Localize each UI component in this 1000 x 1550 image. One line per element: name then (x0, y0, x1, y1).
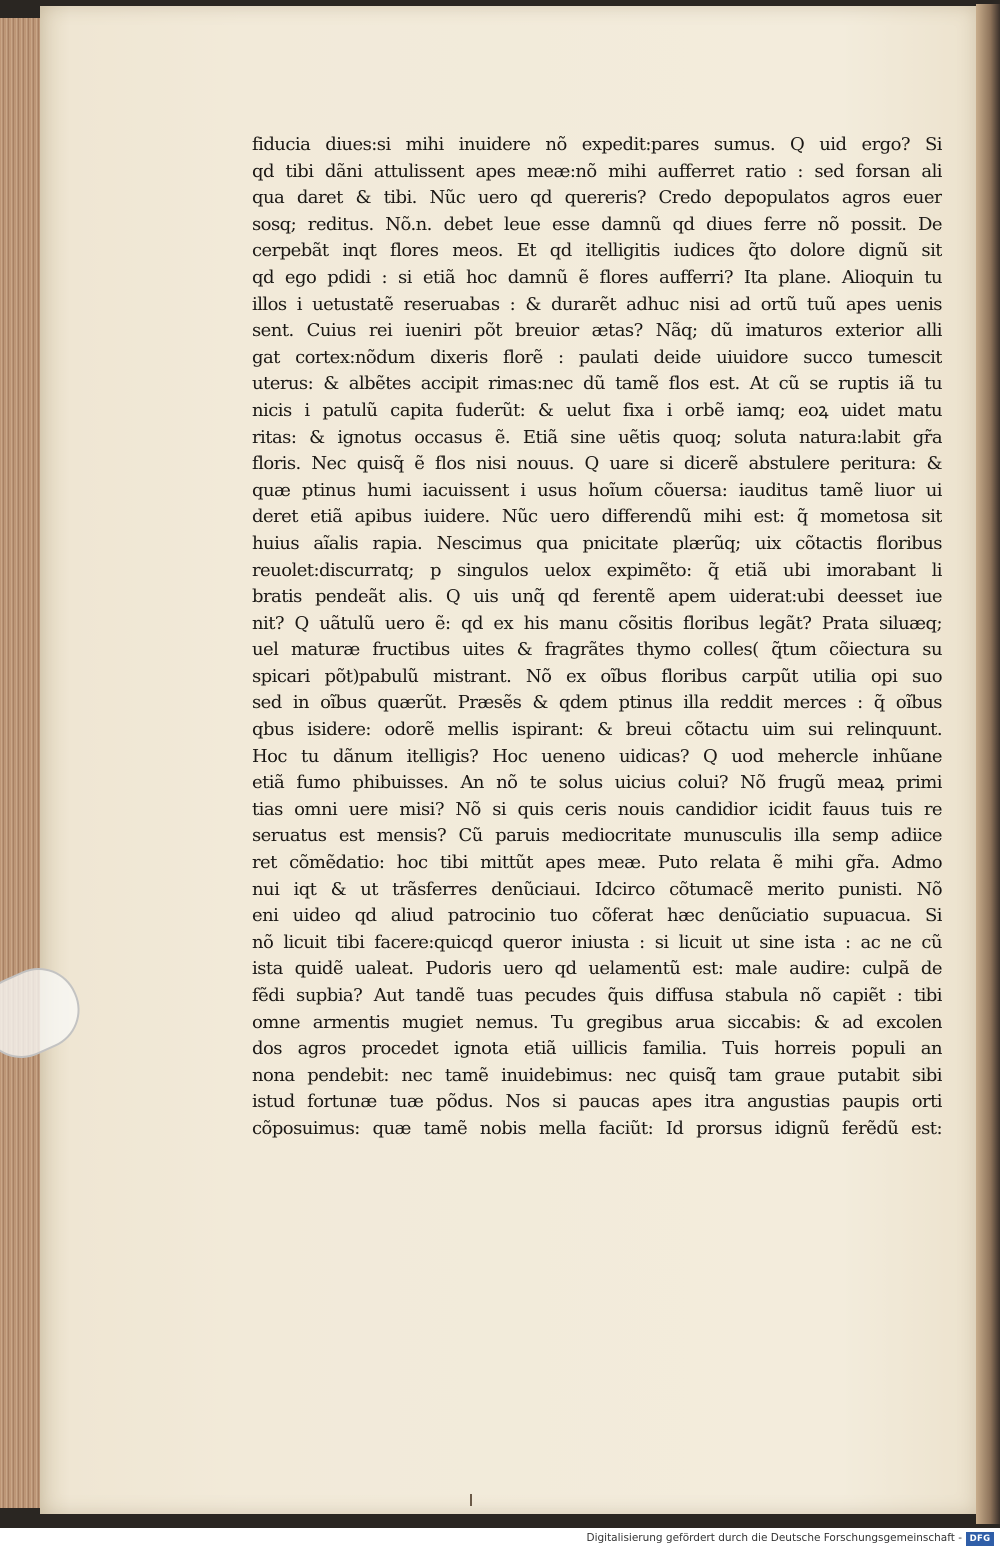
text-line: spicari põt)pabulũ mistrant. Nõ ex oĩbus floribus carpũt utilia opi suo (252, 665, 942, 687)
text-line: uterus: & albẽtes accipit rimas:nec dũ tamẽ flos est. At cũ se ruptis iã tu (252, 373, 942, 395)
text-line: nõ licuit tibi facere:quicqd queror iniusta : si licuit ut sine ista : ac ne cũ (252, 931, 942, 953)
text-line: cõposuimus: quæ tamẽ nobis mella faciũt: Id prorsus idignũ ferẽdũ est: (252, 1117, 942, 1139)
text-line: dos agros procedet ignota etiã uillicis familia. Tuis horreis populi an (252, 1038, 942, 1060)
text-line: quæ ptinus humi iacuissent i usus hoĩum cõuersa: iauditus tamẽ liuor ui (252, 479, 942, 501)
text-line: nit? Q uãtulũ uero ẽ: qd ex his manu cõsitis floribus legãt? Prata siluæq; (252, 612, 942, 634)
dfg-logo-icon: DFG (966, 1532, 994, 1546)
text-line: omne armentis mugiet nemus. Tu gregibus arua siccabis: & ad excolen (252, 1011, 942, 1033)
text-line: istud fortunæ tuæ põdus. Nos si paucas apes itra angustias paupis orti (252, 1091, 942, 1113)
ink-mark (470, 1494, 472, 1506)
text-line: sed in oĩbus quærũt. Præsẽs & qdem ptinus illa reddit merces : q̃ oĩbus (252, 692, 942, 714)
text-line: sosq; reditus. Nõ.n. debet leue esse damnũ qd diues ferre nõ possit. De (252, 213, 942, 235)
text-line: cerpebãt inqt flores meos. Et qd itelligitis iudices q̃to dolore dignũ sit (252, 240, 942, 262)
page-edges-left (0, 18, 43, 1508)
text-line: qbus isidere: odorẽ mellis ispirant: & breui cõtactu uim sui relinquunt. (252, 719, 942, 741)
text-line: nui iqt & ut trãsferres denũciaui. Idcirco cõtumacẽ merito punisti. Nõ (252, 878, 942, 900)
text-line: ista quidẽ ualeat. Pudoris uero qd uelamentũ est: male audire: culpã de (252, 958, 942, 980)
text-line: bratis pendeãt alis. Q uis unq̃ qd ferentẽ apem uiderat:ubi deesset iue (252, 586, 942, 608)
text-line: reuolet:discurratq; p singulos uelox expimẽto: q̃ etiã ubi imorabant li (252, 559, 942, 581)
page-edge-right (976, 4, 1000, 1524)
text-line: qd tibi dãni attulissent apes meæ:nõ mihi aufferret ratio : sed forsan ali (252, 160, 942, 182)
text-line: tias omni uere misi? Nõ si quis ceris nouis candidior icidit fauus tuis re (252, 798, 942, 820)
text-line: fiducia diues:si mihi inuidere nõ expedit:pares sumus. Q uid ergo? Si (252, 134, 942, 155)
text-line: Hoc tu dãnum itelligis? Hoc ueneno uidicas? Q uod mehercle inhũane (252, 745, 942, 767)
text-line: sent. Cuius rei iueniri põt breuior ætas? Nãq; dũ imaturos exterior alli (252, 320, 942, 342)
footer-bar (0, 1528, 1000, 1550)
text-line: qd ego pdidi : si etiã hoc damnũ ẽ flores aufferri? Ita plane. Alioquin tu (252, 266, 942, 288)
text-line: huius aĩalis rapia. Nescimus qua pnicitate plærũq; uix cõtactis floribus (252, 532, 942, 554)
text-line: floris. Nec quisq̃ ẽ flos nisi nouus. Q uare si dicerẽ abstulere peritura: & (252, 453, 942, 475)
funding-credit: Digitalisierung gefördert durch die Deutsche Forschungsgemeinschaft - (586, 1532, 962, 1544)
text-line: fẽdi supbia? Aut tandẽ tuas pecudes q̃uis diffusa stabula nõ capiẽt : tibi (252, 985, 942, 1006)
text-line: qua daret & tibi. Nũc uero qd quereris? Credo depopulatos agros euer (252, 187, 942, 209)
text-line: ret cõmẽdatio: hoc tibi mittũt apes meæ. Puto relata ẽ mihi gr̃a. Admo (252, 852, 942, 874)
book-page (40, 6, 976, 1514)
text-line: eni uideo qd aliud patrocinio tuo cõferat hæc denũciatio supuacua. Si (252, 905, 942, 927)
text-line: etiã fumo phibuisses. An nõ te solus uicius colui? Nõ frugũ meaꝝ primi (252, 772, 942, 794)
text-line: seruatus est mensis? Cũ paruis mediocritate munusculis illa semp adiice (252, 825, 942, 847)
text-line: gat cortex:nõdum dixeris florẽ : paulati deide uiuidore succo tumescit (252, 346, 942, 368)
text-block (252, 132, 942, 1143)
text-line: illos i uetustatẽ reseruabas : & durarẽt adhuc nisi ad ortũ tuũ apes uenis (252, 293, 942, 315)
text-line: deret etiã apibus iuidere. Nũc uero differendũ mihi est: q̃ mometosa sit (252, 506, 942, 528)
text-line: nona pendebit: nec tamẽ inuidebimus: nec quisq̃ tam graue putabit sibi (252, 1064, 942, 1086)
text-line: ritas: & ignotus occasus ẽ. Etiã sine uẽtis quoq; soluta natura:labit gr̃a (252, 426, 942, 448)
text-line: nicis i patulũ capita fuderũt: & uelut fixa i orbẽ iamq; eoꝝ uidet matu (252, 399, 942, 421)
text-line: uel maturæ fructibus uites & fragrãtes thymo colles( q̃tum cõiectura su (252, 639, 942, 661)
